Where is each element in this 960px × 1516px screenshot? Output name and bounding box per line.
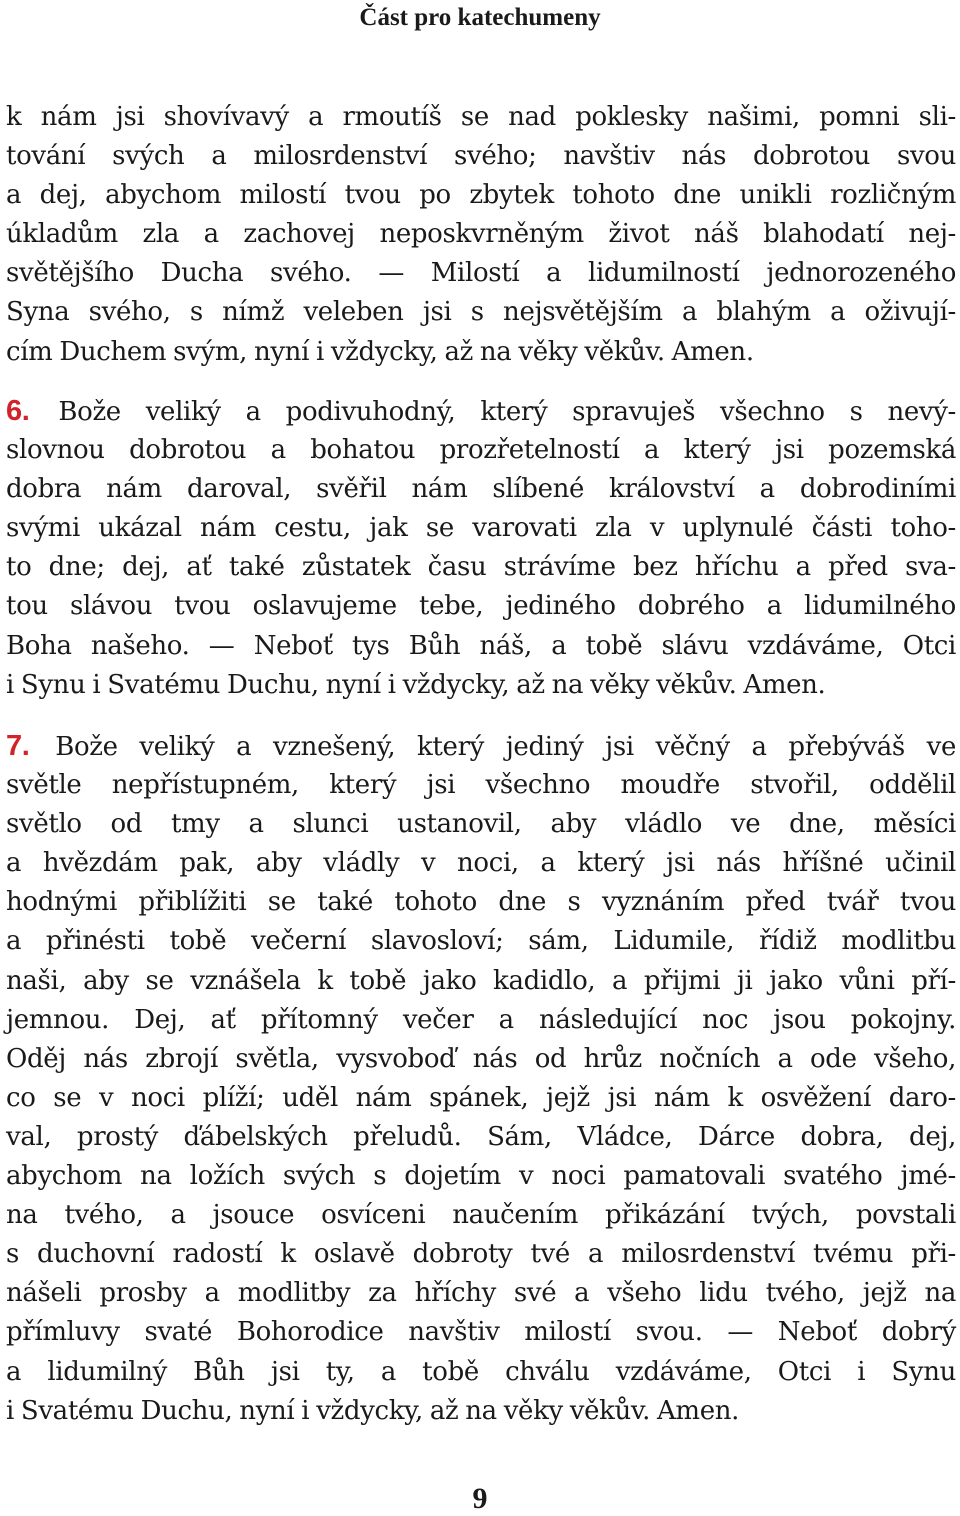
text-line-content: Bože veliký a vznešený, který jediný jsi věčný a přebýváš ve [55, 732, 957, 762]
text-line: to dne; dej, ať také zůstatek času strávíme bez hříchu a před sva- [6, 552, 956, 583]
text-line-first [6, 392, 956, 431]
page-number: 9 [472, 1482, 488, 1515]
text-line-content: Bože veliký a podivuhodný, který spravuješ všechno s nevý- [58, 397, 956, 427]
text-line: a přinésti tobě večerní slavosloví; sám, Lidumile, řídiž modlitbu [6, 926, 956, 957]
text-line: světějšího Ducha svého. — Milostí a lidumilností jednorozeného [6, 258, 956, 289]
prayer-6 [6, 392, 956, 705]
paragraph-continuation [6, 98, 956, 372]
text-line: jemnou. Dej, ať přítomný večer a následující noc jsou pokojny. [6, 1004, 956, 1035]
text-line: dobra nám daroval, svěřil nám slíbené království a dobrodiními [6, 474, 956, 505]
text-line: cím Duchem svým, nyní i vždycky, až na věky věkův. Amen. [6, 336, 754, 367]
text-line: a lidumilný Bůh jsi ty, a tobě chválu vzdáváme, Otci i Synu [6, 1356, 956, 1387]
text-line: na tvého, a jsouce osvíceni naučením přikázání tvých, povstali [6, 1200, 956, 1231]
text-line: přímluvy svaté Bohorodice navštiv milostí svou. — Neboť dobrý [6, 1317, 956, 1348]
text-line: Boha našeho. — Neboť tys Bůh náš, a tobě slávu vzdáváme, Otci [6, 630, 956, 661]
text-line: slovnou dobrotou a bohatou prozřetelností a který jsi pozemská [6, 435, 956, 466]
running-header: Část pro katechumeny [359, 4, 601, 31]
text-line: světle nepřístupném, který jsi všechno moudře stvořil, oddělil [6, 770, 956, 801]
text-line: s duchovní radostí k oslavě dobroty tvé a milosrdenství tvému při- [6, 1239, 956, 1270]
text-line: naši, aby se vznášela k tobě jako kadidlo, a přijmi ji jako vůni pří- [6, 965, 956, 996]
prayer-number: 6. [6, 395, 30, 427]
text-line: tou slávou tvou oslavujeme tebe, jediného dobrého a lidumilného [6, 591, 956, 622]
text-line-first [6, 727, 956, 766]
text-line: světlo od tmy a slunci ustanovil, aby vládlo ve dne, měsíci [6, 809, 956, 840]
text-line: úkladům zla a zachovej neposkvrněným život náš blahodatí nej- [6, 219, 956, 250]
prayer-number: 7. [6, 730, 30, 762]
text-line: co se v noci plíží; uděl nám spánek, jejž jsi nám k osvěžení daro- [6, 1082, 956, 1113]
text-line: Syna svého, s nímž veleben jsi s nejsvětějším a blahým a oživují- [6, 297, 956, 328]
text-line: a dej, abychom milostí tvou po zbytek tohoto dne unikli rozličným [6, 180, 956, 211]
text-line: hodnými přiblížiti se také tohoto dne s vyznáním před tvář tvou [6, 887, 956, 918]
text-line: k nám jsi shovívavý a rmoutíš se nad poklesky našimi, pomni sli- [6, 102, 956, 132]
text-line: i Svatému Duchu, nyní i vždycky, až na věky věkův. Amen. [6, 1395, 740, 1426]
text-line: nášeli prosby a modlitby za hříchy své a všeho lidu tvého, jejž na [6, 1278, 956, 1309]
text-line: a hvězdám pak, aby vládly v noci, a který jsi nás hříšné učinil [6, 848, 956, 879]
text-line: Oděj nás zbrojí světla, vysvoboď nás od hrůz nočních a ode všeho, [6, 1043, 956, 1074]
text-line: tování svých a milosrdenství svého; navštiv nás dobrotou svou [6, 141, 956, 172]
text-line: i Synu i Svatému Duchu, nyní i vždycky, až na věky věkův. Amen. [6, 669, 826, 700]
prayer-7 [6, 727, 956, 1431]
text-line: abychom na ložích svých s dojetím v noci pamatovali svatého jmé- [6, 1161, 956, 1192]
text-line: val, prostý ďábelských přeludů. Sám, Vládce, Dárce dobra, dej, [6, 1121, 956, 1152]
text-line: svými ukázal nám cestu, jak se varovati zla v uplynulé části toho- [6, 513, 956, 544]
